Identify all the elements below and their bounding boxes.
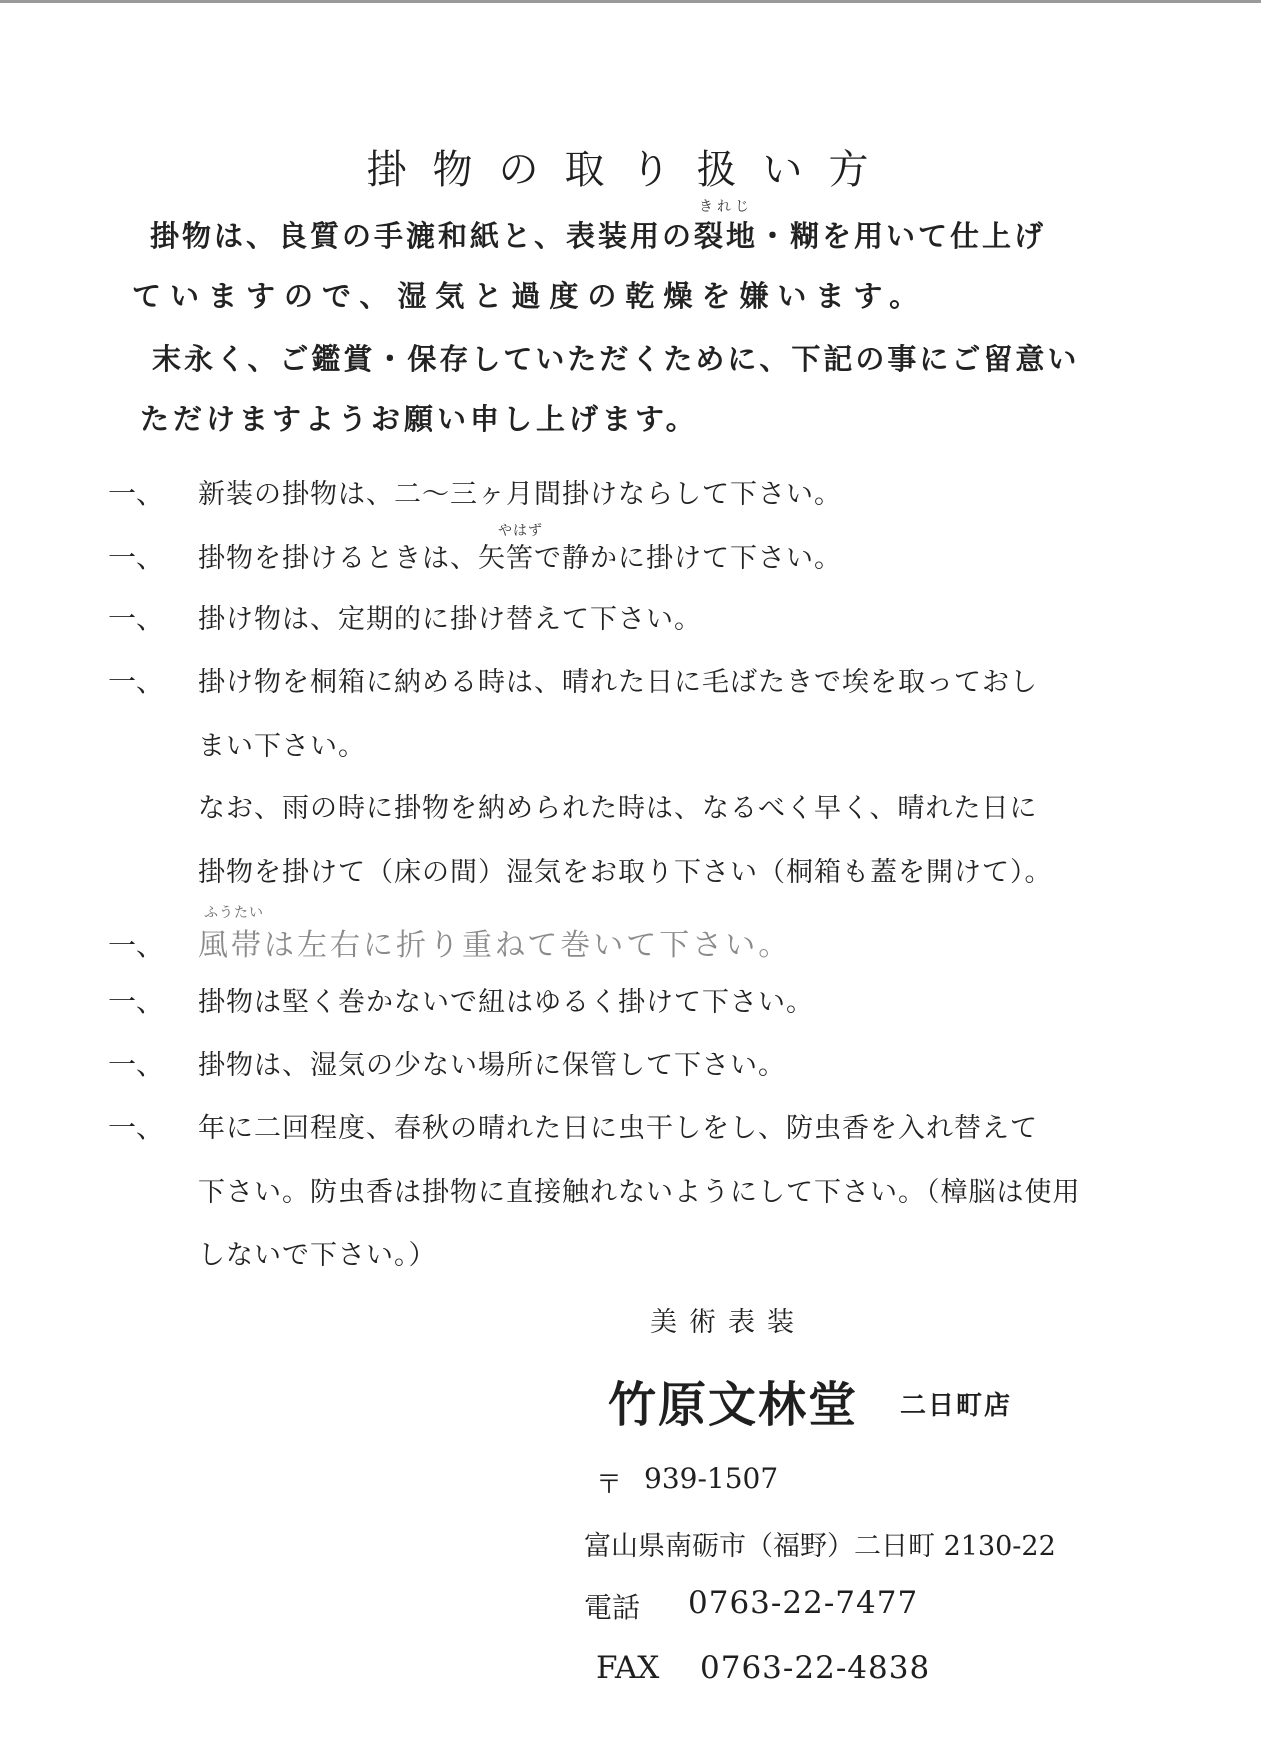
ruby-kireji: きれじ bbox=[699, 199, 753, 215]
fax-label: FAX bbox=[596, 1650, 660, 1686]
item-4-line-4: 掛物を掛けて（床の間）湿気をお取り下さい（桐箱も蓋を開けて）。 bbox=[198, 857, 1053, 888]
item-1-bullet: 一、 bbox=[108, 477, 165, 510]
ruby-yahazu: やはず bbox=[498, 523, 543, 539]
shop-name: 竹原文林堂 bbox=[608, 1377, 859, 1433]
item-8-bullet: 一、 bbox=[108, 1111, 165, 1144]
item-4-bullet: 一、 bbox=[108, 665, 165, 698]
item-4-line-1: 掛け物を桐箱に納める時は、晴れた日に毛ばたきで埃を取っておし bbox=[198, 667, 1038, 698]
intro-line-2: ていますので、湿気と過度の乾燥を嫌います。 bbox=[132, 279, 928, 313]
item-8-line-3: しないで下さい。） bbox=[198, 1240, 437, 1271]
postal-code: 939-1507 bbox=[644, 1462, 779, 1495]
item-6-text: 掛物は堅く巻かないで紐はゆるく掛けて下さい。 bbox=[198, 987, 814, 1018]
item-5-text: 風帯は左右に折り重ねて巻いて下さい。 bbox=[198, 928, 792, 963]
item-7-bullet: 一、 bbox=[108, 1048, 165, 1081]
tel-number: 0763-22-7477 bbox=[688, 1585, 919, 1621]
intro-line-1: 掛物は、良質の手漉和紙と、表装用の裂地・糊を用いて仕上げ bbox=[150, 219, 1047, 253]
item-3-bullet: 一、 bbox=[108, 602, 165, 635]
item-4-line-3: なお、雨の時に掛物を納められた時は、なるべく早く、晴れた日に bbox=[198, 793, 1038, 824]
intro-line-4: ただけますようお願い申し上げます。 bbox=[140, 402, 699, 436]
item-7-text: 掛物は、湿気の少ない場所に保管して下さい。 bbox=[198, 1050, 786, 1081]
fax-number: 0763-22-4838 bbox=[700, 1650, 931, 1686]
item-5-bullet: 一、 bbox=[108, 929, 165, 962]
item-2-bullet: 一、 bbox=[108, 541, 165, 574]
shop-branch: 二日町店 bbox=[900, 1391, 1013, 1421]
item-1-text: 新装の掛物は、二～三ヶ月間掛けならして下さい。 bbox=[198, 479, 842, 510]
scan-top-edge bbox=[0, 0, 1261, 3]
item-6-bullet: 一、 bbox=[108, 985, 165, 1018]
tel-label: 電話 bbox=[584, 1591, 641, 1624]
intro-line-3: 末永く、ご鑑賞・保存していただくために、下記の事にご留意い bbox=[152, 342, 1080, 376]
postal-mark-icon: 〒 bbox=[596, 1470, 623, 1500]
shop-address: 富山県南砺市（福野）二日町 2130-22 bbox=[584, 1531, 1056, 1562]
item-8-line-1: 年に二回程度、春秋の晴れた日に虫干しをし、防虫香を入れ替えて bbox=[198, 1113, 1038, 1144]
ruby-futai: ふうたい bbox=[204, 905, 264, 921]
footer-tagline: 美術表装 bbox=[650, 1307, 806, 1338]
item-8-line-2: 下さい。防虫香は掛物に直接触れないようにして下さい。（樟脳は使用 bbox=[198, 1177, 1081, 1208]
page-title: 掛物の取り扱い方 bbox=[366, 147, 895, 193]
item-2-text: 掛物を掛けるときは、矢筈で静かに掛けて下さい。 bbox=[198, 543, 842, 574]
item-3-text: 掛け物は、定期的に掛け替えて下さい。 bbox=[198, 604, 702, 635]
item-4-line-2: まい下さい。 bbox=[198, 731, 366, 762]
